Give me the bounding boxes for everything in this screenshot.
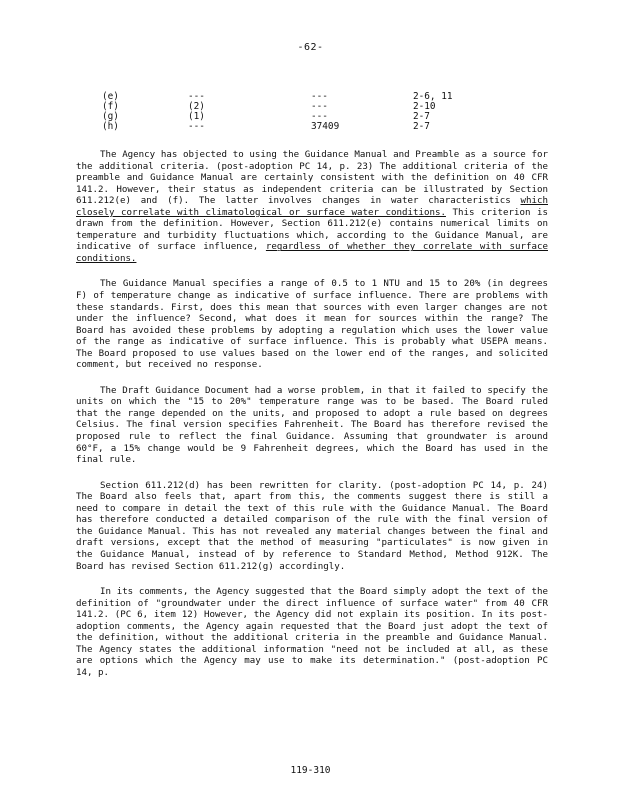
table-cell: (g) [102, 111, 119, 122]
table-row [102, 122, 473, 132]
underlined-phrase-correlate: which closely correlate with climatological or surface water conditions. [76, 196, 548, 218]
paragraph-5: In its comments, the Agency suggested that the Board simply adopt the text of the definition of "groundwater under the direct influence of surface water" from 40 CFR 141.2. (PC 6, item 12) However, the Agency did not explain its position. In its post-adoption comments, the Agency again requested that the Board just adopt the text of the definition, without the additional criteria in the preamble and Guidance Manual. The Agency states the additional information "need not be included at all, as these are options which the Agency may use to make its determination." (post-adoption PC 14, p. [76, 587, 548, 678]
paragraph-1-part-3: This criterion is drawn from the definition. However, Section 611.212(e) contains numerical limits on temperature and turbidity fluctuations which, according to the Guidance Manual, are indicative of surface influence, [76, 207, 548, 253]
table-cell: 2-10 [413, 101, 436, 112]
table-cell: (1) [188, 111, 205, 122]
body-text [76, 150, 548, 693]
table-cell: 37409 [311, 121, 340, 132]
table-cell: --- [188, 121, 205, 132]
table-cell: --- [311, 91, 328, 102]
table-cell: --- [311, 101, 328, 112]
table-cell: --- [311, 111, 328, 122]
criteria-table [102, 92, 473, 132]
table-cell: (2) [188, 101, 205, 112]
table-cell: 2-7 [413, 121, 430, 132]
paragraph-3: The Draft Guidance Document had a worse problem, in that it failed to specify the units on which the "15 to 20%" temperature range was to be based. The Board ruled that the range depended on the units, and proposed to adopt a rule based on degrees Celsius. The final version specifies Fahrenheit. The Board has therefore revised the proposed rule to reflect the final Guidance. Assuming that groundwater is around 60°F, a 15% change would be 9 Fahrenheit degrees, which the Board has used in the final rule. [76, 385, 548, 466]
table-cell: (f) [102, 101, 119, 112]
table-cell: 2-7 [413, 111, 430, 122]
paragraph-4: Section 611.212(d) has been rewritten for clarity. (post-adoption PC 14, p. 24) The Board also feels that, apart from this, the comments suggest there is still a need to compare in detail the text of this rule with the Guidance Manual. The Board has therefore conducted a detailed comparison of the rule with the final version of the Guidance Manual. This has not revealed any material changes between the final and draft versions, except that the method of measuring "particulates" is now given in the Guidance Manual, instead of by reference to Standard Method, Method 912K. The Board has revised Section 611.212(g) accordingly. [76, 480, 548, 572]
page-number: -62- [297, 42, 324, 53]
paragraph-2: The Guidance Manual specifies a range of 0.5 to 1 NTU and 15 to 20% (in degrees F) of temperature change as indicative of surface influence. There are problems with these standards. First, does this mean that sources with even larger changes are not under the influence? Second, what does it mean for sources within the range? The Board has avoided these problems by adopting a regulation which uses the lower value of the range as indicative of surface influence. This is probably what USEPA means. The Board proposed to use values based on the lower end of the ranges, and solicited comment, but received no response. [76, 279, 548, 371]
table-cell: (h) [102, 121, 119, 132]
page-footer: 119-310 [290, 765, 331, 776]
paragraph-1 [76, 150, 548, 265]
table-cell: --- [188, 91, 205, 102]
table-cell: 2-6, 11 [413, 91, 453, 102]
paragraph-1-part-1: The Agency has objected to using the Guidance Manual and Preamble as a source for the additional criteria. (post-adoption PC 14, p. 23) The additional criteria of the preamble and Guidance Manual are certainly consistent with the definition on 40 CFR 141.2. However, their status as independent criteria can be illustrated by Section 611.212(e) and (f). The latter involves changes in water characteristics [76, 150, 548, 207]
table-cell: (e) [102, 91, 119, 102]
underlined-phrase-regardless: regardless of whether they correlate with surface conditions. [76, 242, 548, 264]
